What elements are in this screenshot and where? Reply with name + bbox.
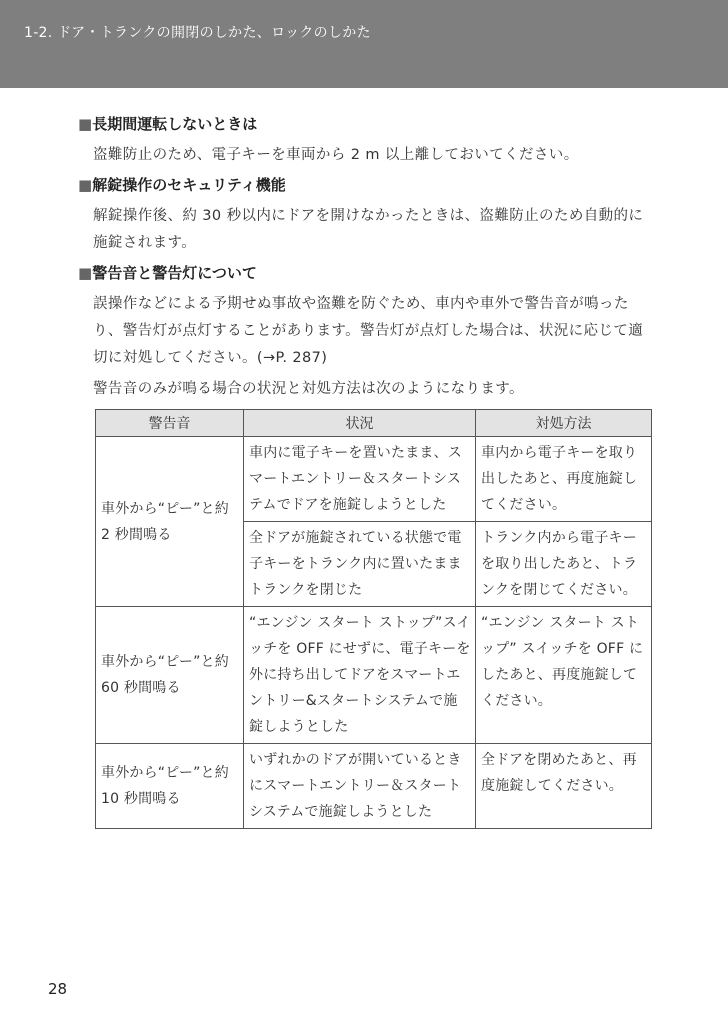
- section-heading: [78, 175, 658, 195]
- section-long-term: [78, 114, 658, 169]
- section-warning: [78, 263, 658, 403]
- square-bullet-icon: ■: [78, 115, 93, 133]
- body-paragraph: 解錠操作後、約 30 秒以内にドアを開けなかったときは、盗難防止のため自動的に施錠されます。: [93, 208, 644, 251]
- situation-cell: 全ドアが施錠されている状態で電子キーをトランク内に置いたままトランクを閉じた: [244, 522, 476, 607]
- chapter-title: 1-2. ドア・トランクの開閉のしかた、ロックのしかた: [24, 25, 371, 41]
- situation-cell: いずれかのドアが開いているときにスマートエントリー＆スタートシステムで施錠しようとした: [244, 744, 476, 829]
- square-bullet-icon: ■: [78, 176, 93, 194]
- event-cell: 車外から“ピー”と約 60 秒間鳴る: [96, 607, 244, 744]
- chapter-header: [0, 0, 728, 88]
- action-cell: 車内から電子キーを取り出したあと、再度施錠してください。: [476, 437, 652, 522]
- table-row: [96, 744, 652, 829]
- section-heading-text: 警告音と警告灯について: [92, 264, 257, 282]
- situation-cell: “エンジン スタート ストップ”スイッチを OFF にせずに、電子キーを外に持ち出してドアをスマートエントリー&スタートシステムで施錠しようとした: [244, 607, 476, 744]
- page-number: 28: [48, 980, 68, 998]
- event-cell: 車外から“ピー”と約 2 秒間鳴る: [96, 437, 244, 607]
- warning-table: [95, 409, 652, 829]
- section-unlock-security: [78, 175, 658, 257]
- section-heading: [78, 114, 658, 134]
- table-header-row: [96, 410, 652, 437]
- section-heading: [78, 263, 658, 283]
- square-bullet-icon: ■: [78, 264, 93, 282]
- action-cell: 全ドアを閉めたあと、再度施錠してください。: [476, 744, 652, 829]
- column-header-sound: 警告音: [96, 410, 244, 437]
- situation-cell: 車内に電子キーを置いたまま、スマートエントリー＆スタートシステムでドアを施錠しようとした: [244, 437, 476, 522]
- column-header-action: 対処方法: [476, 410, 652, 437]
- action-cell: トランク内から電子キーを取り出したあと、トランクを閉じてください。: [476, 522, 652, 607]
- table-row: [96, 607, 652, 744]
- body-paragraph: 警告音のみが鳴る場合の状況と対処方法は次のようになります。: [93, 381, 524, 397]
- table-row: [96, 437, 652, 522]
- event-cell: 車外から“ピー”と約 10 秒間鳴る: [96, 744, 244, 829]
- body-paragraph: 盗難防止のため、電子キーを車両から 2 m 以上離しておいてください。: [93, 147, 579, 163]
- body-paragraph: 誤操作などによる予期せぬ事故や盗難を防ぐため、車内や車外で警告音が鳴ったり、警告灯が点灯することがあります。警告灯が点灯した場合は、状況に応じて適切に対処してください。(→P. 287): [93, 296, 644, 366]
- section-heading-text: 解錠操作のセキュリティ機能: [92, 176, 286, 194]
- page-content: [78, 114, 658, 829]
- section-heading-text: 長期間運転しないときは: [92, 115, 258, 133]
- column-header-situation: 状況: [244, 410, 476, 437]
- action-cell: “エンジン スタート ストップ” スイッチを OFF にしたあと、再度施錠してください。: [476, 607, 652, 744]
